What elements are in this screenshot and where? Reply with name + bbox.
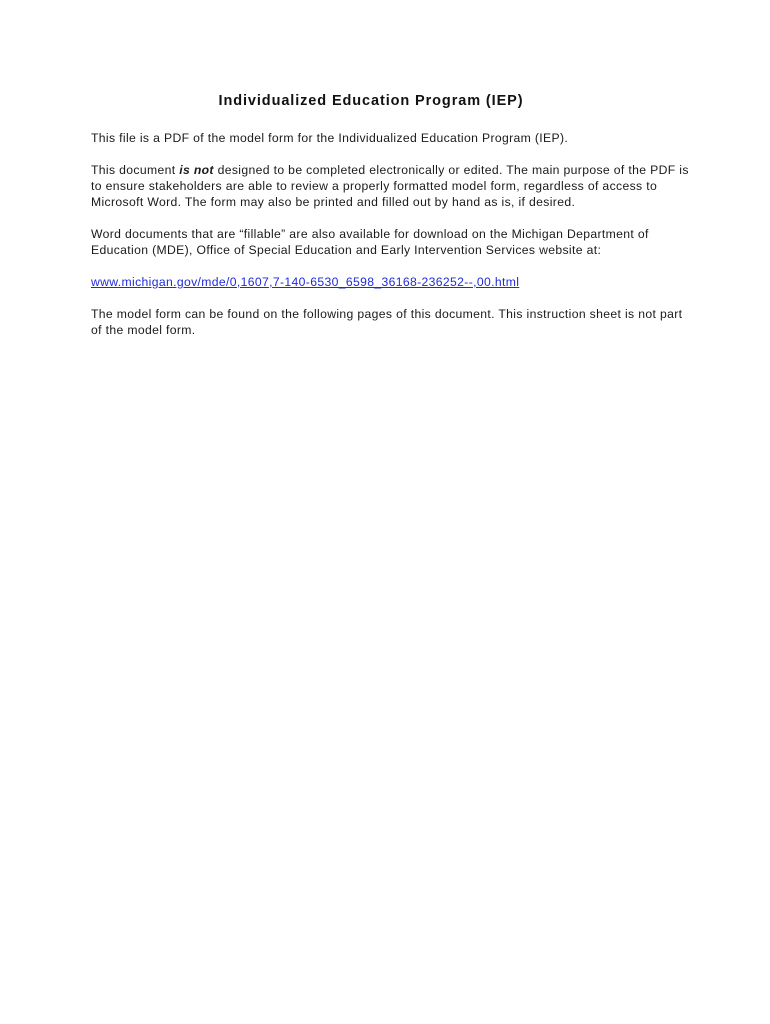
link-paragraph (91, 274, 691, 290)
mde-website-link[interactable]: www.michigan.gov/mde/0,1607,7-140-6530_6598_36168-236252--,00.html (91, 275, 520, 289)
purpose-text-after: designed to be completed electronically or edited. The main purpose of the PDF is to ensure stakeholders are able to review a properly formatted model form, regardless of access to Microsoft Word. The form may also be printed and filled out by hand as is, if desired. (91, 163, 689, 209)
intro-paragraph: This file is a PDF of the model form for the Individualized Education Program (IEP). (91, 131, 569, 145)
purpose-emphasis: is not (179, 163, 214, 177)
document-title: Individualized Education Program (IEP) (218, 93, 524, 109)
document-content (91, 93, 691, 354)
fillable-paragraph: Word documents that are “fillable” are also available for download on the Michigan Department of Education (MDE), Office of Special Education and Early Intervention Services website at: (91, 227, 649, 257)
closing-paragraph: The model form can be found on the following pages of this document. This instruction sheet is not part of the model form. (91, 307, 683, 337)
purpose-paragraph (91, 162, 691, 210)
purpose-text-before: This document (91, 163, 180, 177)
